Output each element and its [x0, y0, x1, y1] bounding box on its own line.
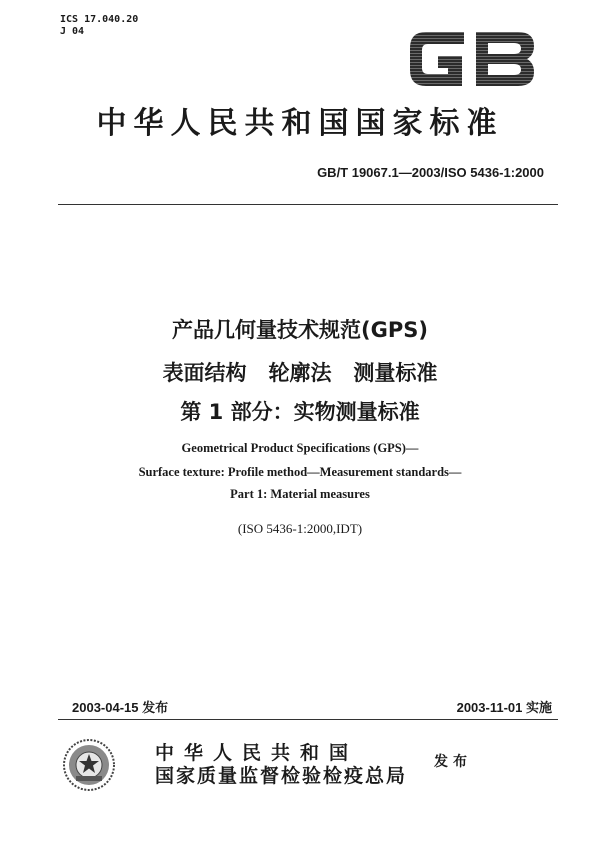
issue-label: 发布: [434, 754, 472, 770]
title-cn-line2: 表面结构 轮廓法 测量标准: [162, 361, 438, 385]
issuer-country: 中华人民共和国: [155, 742, 359, 764]
title-en-line2: Surface texture: Profile method—Measurement standards—: [138, 465, 462, 479]
top-divider: [58, 204, 558, 205]
title-en-line3: Part 1: Material measures: [230, 487, 370, 501]
gb-logo-icon: [404, 24, 540, 94]
national-emblem-icon: [62, 738, 116, 792]
ccs-code: J 04: [60, 26, 85, 37]
standard-number: GB/T 19067.1—2003/ISO 5436-1:2000: [317, 165, 544, 180]
title-en-line1: Geometrical Product Specifications (GPS)—: [181, 441, 419, 455]
title-cn-line3: 第 1 部分：实物测量标准: [180, 400, 420, 424]
standard-title: 中华人民共和国国家标准: [96, 106, 504, 141]
issue-date: 2003-04-15 发布: [72, 700, 169, 715]
implementation-date: 2003-11-01 实施: [456, 700, 552, 715]
iso-reference: (ISO 5436-1:2000,IDT): [237, 521, 363, 536]
issuer-agency: 国家质量监督检验检疫总局: [155, 765, 408, 787]
classification-codes: [60, 14, 138, 38]
ics-code: ICS 17.040.20: [60, 14, 139, 25]
title-cn-line1: 产品几何量技术规范(GPS): [172, 318, 428, 342]
bottom-divider: [58, 719, 558, 720]
